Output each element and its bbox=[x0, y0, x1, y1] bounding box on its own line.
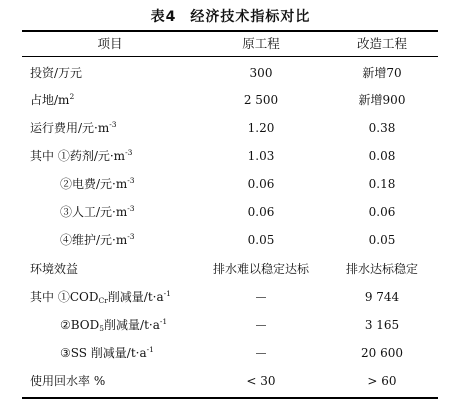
table-title bbox=[0, 6, 461, 26]
dash-mark bbox=[256, 325, 266, 326]
header-original: 原工程 bbox=[242, 36, 280, 51]
original-value: 排水难以稳定达标 bbox=[212, 262, 309, 276]
row-label: ④维护/元$\cdot m^{-3}$ bbox=[60, 232, 135, 247]
renovated-value: 0.05 bbox=[368, 233, 396, 247]
table-row bbox=[0, 199, 461, 225]
row-label: 环境效益 bbox=[30, 262, 79, 276]
original-value-empty bbox=[200, 312, 322, 338]
header-item: 项目 bbox=[97, 36, 123, 51]
table-row bbox=[0, 60, 461, 86]
row-label: 投资/万元 bbox=[30, 66, 83, 80]
original-value: 2 500 bbox=[243, 93, 279, 107]
row-label: 其中 ①药剂/元$\cdot m^{-3}$ bbox=[30, 148, 133, 163]
table-number: 表4 bbox=[150, 9, 177, 25]
row-label: ③人工/元$\cdot m^{-3}$ bbox=[60, 204, 135, 219]
table-row bbox=[0, 340, 461, 366]
header-renovated: 改造工程 bbox=[356, 36, 407, 51]
original-value-empty bbox=[200, 340, 322, 366]
table-row bbox=[0, 368, 461, 394]
renovated-value: 新增70 bbox=[362, 66, 402, 80]
table-row bbox=[0, 115, 461, 141]
row-label: ②电费/元$\cdot m^{-3}$ bbox=[60, 176, 135, 191]
renovated-value: 新增900 bbox=[358, 93, 406, 107]
row-label: 其中 $①COD_{Cr}$削减量$/t\cdot a^{-1}$ bbox=[30, 289, 171, 305]
original-value: 0.05 bbox=[247, 233, 275, 247]
original-value: < 30 bbox=[246, 374, 276, 388]
table-row bbox=[0, 312, 461, 338]
renovated-value: 0.06 bbox=[368, 205, 396, 219]
row-label: 占地$/m^2$ bbox=[30, 92, 75, 107]
renovated-value: 9 744 bbox=[364, 290, 400, 304]
table-row bbox=[0, 87, 461, 113]
row-label: $②BOD_5$削减量$/t\cdot a^{-1}$ bbox=[60, 317, 168, 333]
table-row bbox=[0, 227, 461, 253]
bottom-rule bbox=[22, 397, 438, 399]
header-rule bbox=[22, 56, 438, 57]
table-row bbox=[0, 256, 461, 282]
original-value: 0.06 bbox=[247, 205, 275, 219]
renovated-value: 0.18 bbox=[368, 177, 396, 191]
renovated-value: 0.38 bbox=[368, 121, 396, 135]
renovated-value: 20 600 bbox=[361, 346, 403, 360]
renovated-value: 0.08 bbox=[368, 149, 396, 163]
renovated-value: 3 165 bbox=[364, 318, 400, 332]
row-label: ③SS 削减量$/t\cdot a^{-1}$ bbox=[60, 345, 154, 360]
original-value: 0.06 bbox=[247, 177, 275, 191]
dash-mark bbox=[256, 353, 266, 354]
original-value: 1.03 bbox=[247, 149, 275, 163]
table-row bbox=[0, 284, 461, 310]
row-label: 运行费用/元$\cdot m^{-3}$ bbox=[30, 120, 117, 135]
renovated-value: > 60 bbox=[367, 374, 397, 388]
top-rule bbox=[22, 30, 438, 32]
original-value-empty bbox=[200, 284, 322, 310]
original-value: 300 bbox=[249, 66, 273, 80]
renovated-value: 排水达标稳定 bbox=[345, 262, 418, 276]
table-row bbox=[0, 143, 461, 169]
table-row bbox=[0, 171, 461, 197]
dash-mark bbox=[256, 297, 266, 298]
table-caption: 经济技术指标对比 bbox=[190, 9, 311, 25]
row-label: 使用回水率 % bbox=[30, 374, 106, 388]
original-value: 1.20 bbox=[247, 121, 275, 135]
